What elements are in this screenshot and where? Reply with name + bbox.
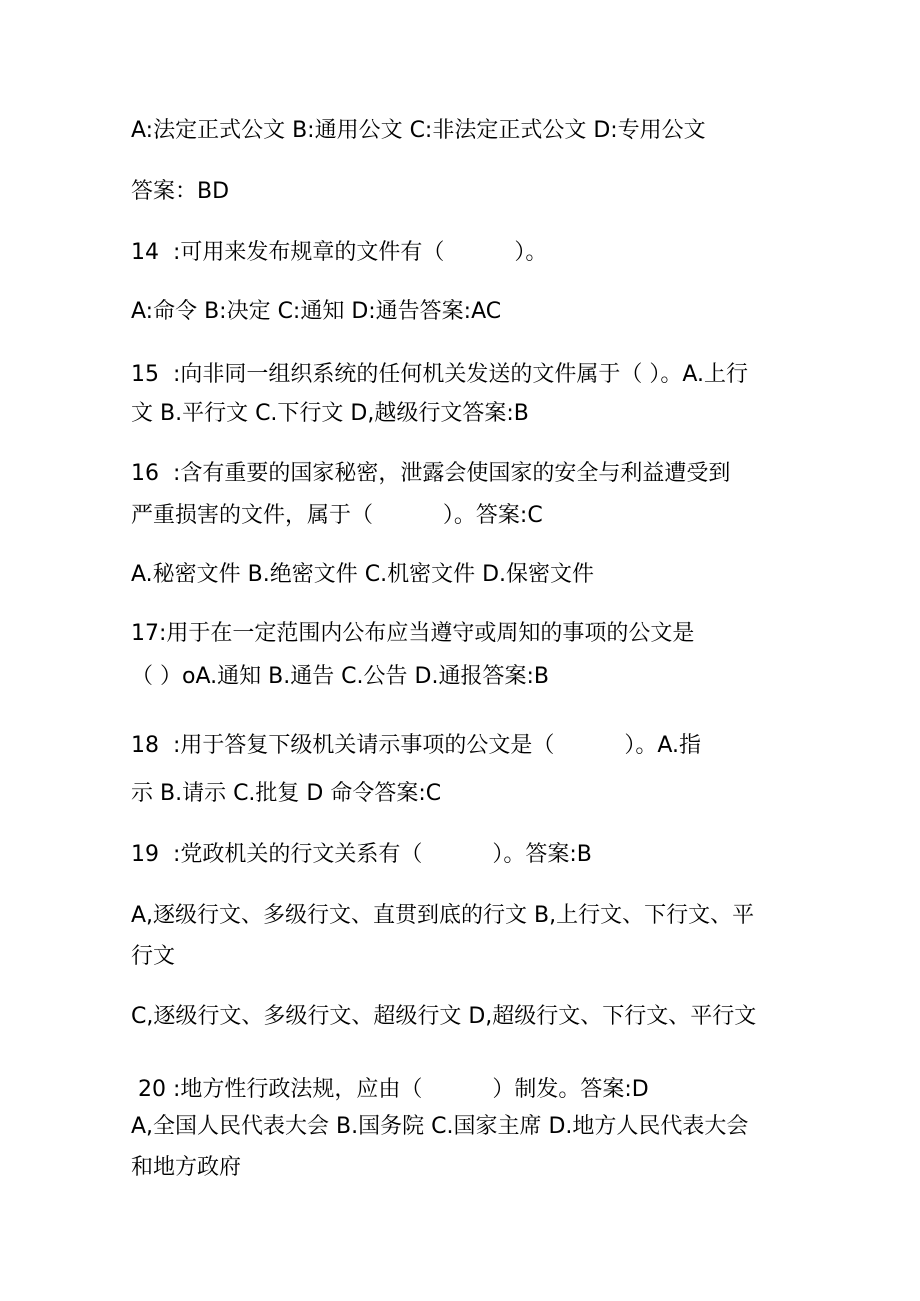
- question-17-line-2: （ ）oA.通知 B.通告 C.公告 D.通报答案:B: [131, 664, 549, 689]
- question-16-line-2: 严重损害的文件，属于（ ）。答案:C: [131, 503, 543, 528]
- option-line-14: A:命令 B:决定 C:通知 D:通告答案:AC: [131, 299, 502, 324]
- question-16-line-1: 16 :含有重要的国家秘密，泄露会使国家的安全与利益遭受到: [131, 461, 731, 486]
- option-line-19-a: A,逐级行文、多级行文、直贯到底的行文 B,上行文、下行文、平: [131, 903, 755, 928]
- option-line-20-cont: 和地方政府: [131, 1155, 242, 1180]
- option-line-19-c: C,逐级行文、多级行文、超级行文 D,超级行文、下行文、平行文: [131, 1004, 757, 1029]
- question-19: 19 :党政机关的行文关系有（ ）。答案:B: [131, 842, 592, 867]
- question-14: 14 :可用来发布规章的文件有（ ）。: [131, 240, 548, 265]
- question-18-line-2: 示 B.请示 C.批复 D 命令答案:C: [131, 781, 442, 806]
- question-18-line-1: 18 :用于答复下级机关请示事项的公文是（ ）。A.指: [131, 733, 701, 758]
- option-line-13: A:法定正式公文 B:通用公文 C:非法定正式公文 D:专用公文: [131, 118, 706, 143]
- option-line-20: A,全国人民代表大会 B.国务院 C.国家主席 D.地方人民代表大会: [131, 1114, 749, 1139]
- question-15-line-2: 文 B.平行文 C.下行文 D,越级行文答案:B: [131, 401, 529, 426]
- answer-line-13: 答案：BD: [131, 179, 230, 204]
- question-15-line-1: 15 :向非同一组织系统的任何机关发送的文件属于（ ）。A.上行: [131, 362, 749, 387]
- option-line-19-a-cont: 行文: [131, 944, 176, 969]
- question-17-line-1: 17:用于在一定范围内公布应当遵守或周知的事项的公文是: [131, 621, 695, 646]
- option-line-16: A.秘密文件 B.绝密文件 C.机密文件 D.保密文件: [131, 562, 595, 587]
- question-20: 20 :地方性行政法规，应由（ ）制发。答案:D: [131, 1077, 649, 1102]
